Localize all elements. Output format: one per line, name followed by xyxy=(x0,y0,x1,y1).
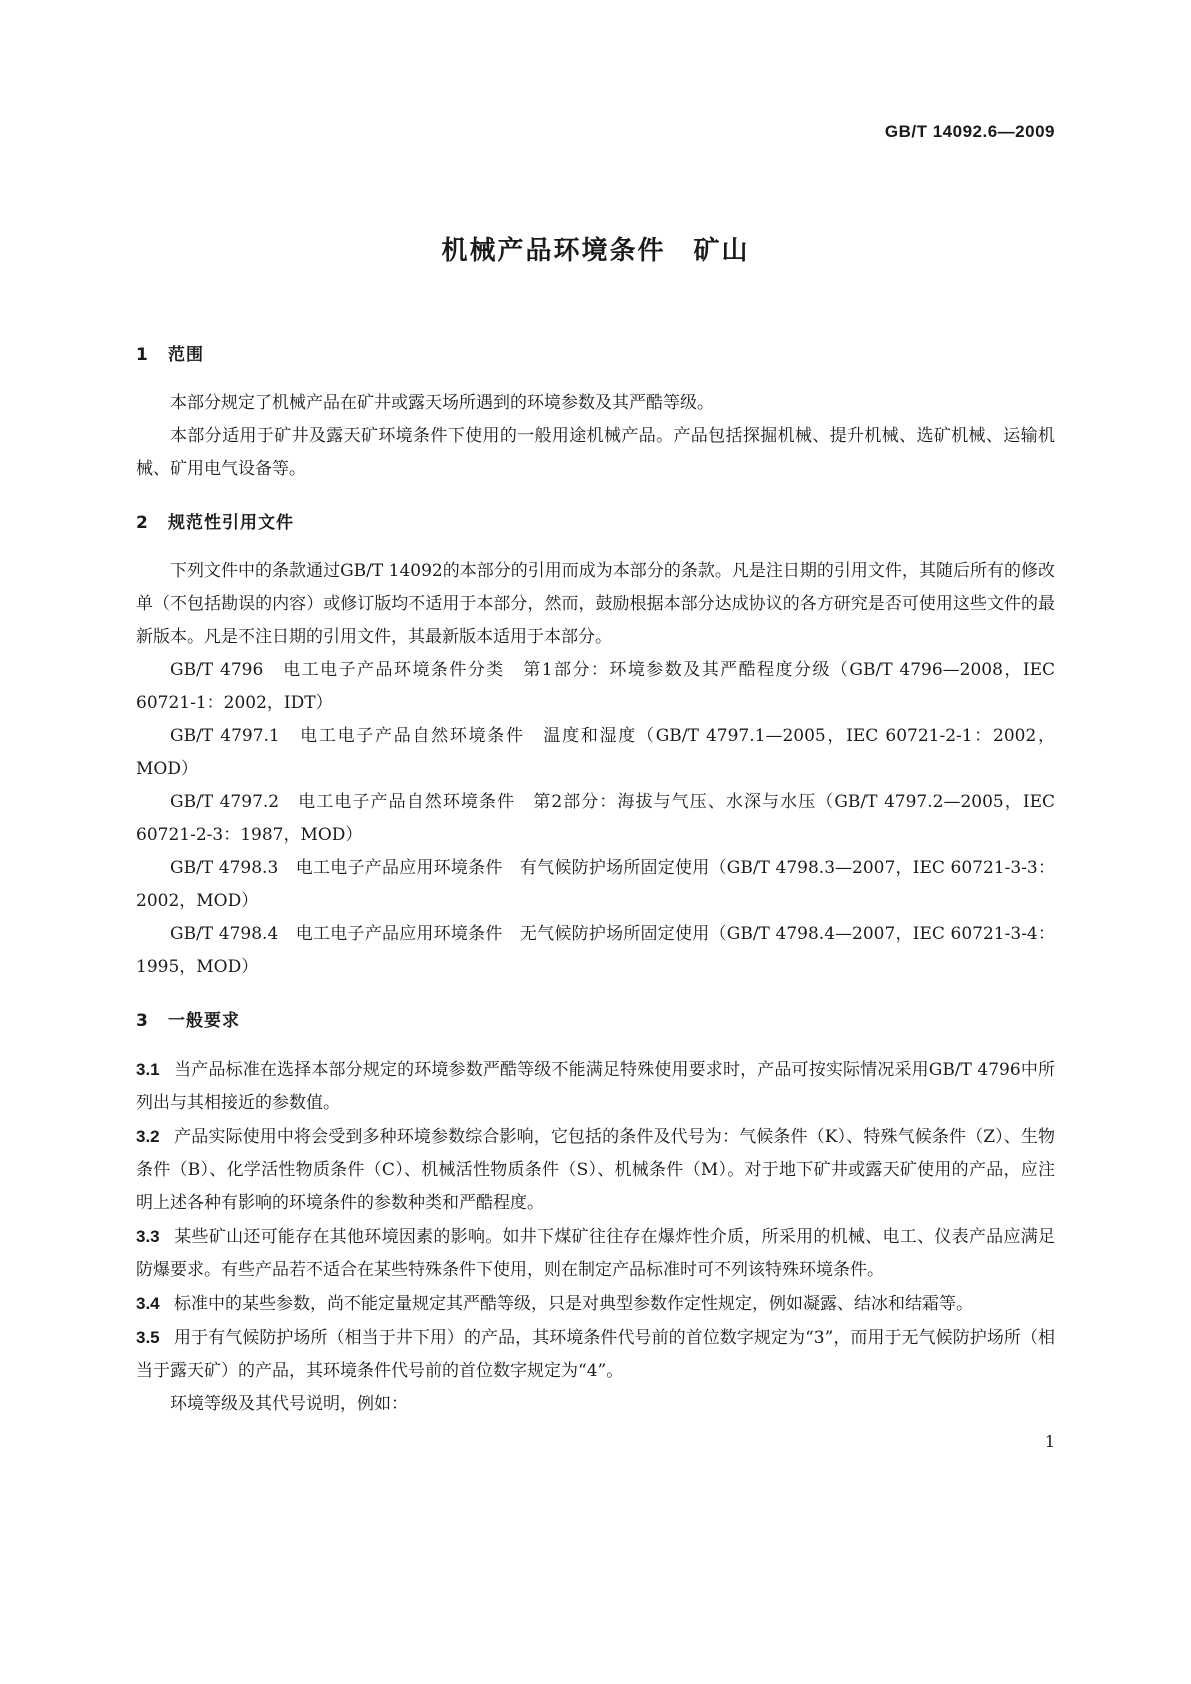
reference-entry: GB/T 4798.3 电工电子产品应用环境条件 有气候防护场所固定使用（GB/T 4798.3—2007，IEC 60721-3-3：2002，MOD） xyxy=(136,858,1055,911)
clause-number: 3.5 xyxy=(136,1328,160,1347)
clause xyxy=(136,1321,1055,1388)
section-heading xyxy=(136,340,1055,365)
section-scope xyxy=(136,340,1055,486)
clause-number: 3.3 xyxy=(136,1227,160,1246)
standard-code: GB/T 14092.6—2009 xyxy=(884,122,1055,141)
section-title: 一般要求 xyxy=(168,1011,240,1031)
section-number: 2 xyxy=(136,513,149,533)
reference-entry: GB/T 4797.2 电工电子产品自然环境条件 第2部分：海拔与气压、水深与水压（GB/T 4797.2—2005，IEC 60721-2-3：1987，MOD） xyxy=(136,792,1055,845)
section-normative-references xyxy=(136,508,1055,984)
clause xyxy=(136,1120,1055,1220)
paragraph: 下列文件中的条款通过GB/T 14092的本部分的引用而成为本部分的条款。凡是注日期的引用文件，其随后所有的修改单（不包括勘误的内容）或修订版均不适用于本部分，然而，鼓励根据本部分达成协议的各方研究是否可使用这些文件的最新版本。凡是不注日期的引用文件，其最新版本适用于本部分。 xyxy=(136,561,1055,647)
clause-text: 某些矿山还可能存在其他环境因素的影响。如井下煤矿往往存在爆炸性介质，所采用的机械、电工、仪表产品应满足防爆要求。有些产品若不适合在某些特殊条件下使用，则在制定产品标准时可不列该特殊环境条件。 xyxy=(136,1227,1055,1280)
document-body xyxy=(136,340,1055,1443)
paragraph: 本部分规定了机械产品在矿井或露天场所遇到的环境参数及其严酷等级。 xyxy=(170,393,714,413)
clause-text: 用于有气候防护场所（相当于井下用）的产品，其环境条件代号前的首位数字规定为“3”，而用于无气候防护场所（相当于露天矿）的产品，其环境条件代号前的首位数字规定为“4”。 xyxy=(136,1328,1055,1381)
section-heading xyxy=(136,1006,1055,1031)
section-number: 3 xyxy=(136,1011,149,1031)
reference-entry: GB/T 4798.4 电工电子产品应用环境条件 无气候防护场所固定使用（GB/T 4798.4—2007，IEC 60721-3-4：1995，MOD） xyxy=(136,924,1055,977)
section-general-requirements xyxy=(136,1006,1055,1421)
clause-number: 3.4 xyxy=(136,1294,160,1313)
clause-text: 标准中的某些参数，尚不能定量规定其严酷等级，只是对典型参数作定性规定，例如凝露、结冰和结霜等。 xyxy=(174,1294,973,1314)
document-title: 机械产品环境条件 矿山 xyxy=(441,236,750,266)
reference-entry: GB/T 4797.1 电工电子产品自然环境条件 温度和湿度（GB/T 4797.1—2005，IEC 60721-2-1：2002，MOD） xyxy=(136,726,1055,779)
section-heading xyxy=(136,508,1055,533)
clause-text: 当产品标准在选择本部分规定的环境参数严酷等级不能满足特殊使用要求时，产品可按实际情况采用GB/T 4796中所列出与其相接近的参数值。 xyxy=(136,1060,1055,1113)
paragraph: 环境等级及其代号说明，例如： xyxy=(170,1394,408,1414)
clause xyxy=(136,1220,1055,1287)
clause-number: 3.2 xyxy=(136,1127,160,1146)
section-title: 规范性引用文件 xyxy=(168,513,294,533)
clause-number: 3.1 xyxy=(136,1060,160,1079)
page-number: 1 xyxy=(1044,1432,1055,1451)
clause xyxy=(136,1053,1055,1120)
section-title: 范围 xyxy=(168,345,204,365)
clause xyxy=(136,1287,1055,1321)
paragraph: 本部分适用于矿井及露天矿环境条件下使用的一般用途机械产品。产品包括探掘机械、提升机械、选矿机械、运输机械、矿用电气设备等。 xyxy=(136,426,1055,479)
clause-text: 产品实际使用中将会受到多种环境参数综合影响，它包括的条件及代号为：气候条件（K）、特殊气候条件（Z）、生物条件（B）、化学活性物质条件（C）、机械活性物质条件（S）、机械条件（M）。对于地下矿井或露天矿使用的产品，应注明上述各种有影响的环境条件的参数种类和严酷程度。 xyxy=(136,1127,1055,1213)
section-number: 1 xyxy=(136,345,149,365)
reference-entry: GB/T 4796 电工电子产品环境条件分类 第1部分：环境参数及其严酷程度分级（GB/T 4796—2008，IEC 60721-1：2002，IDT） xyxy=(136,660,1055,713)
